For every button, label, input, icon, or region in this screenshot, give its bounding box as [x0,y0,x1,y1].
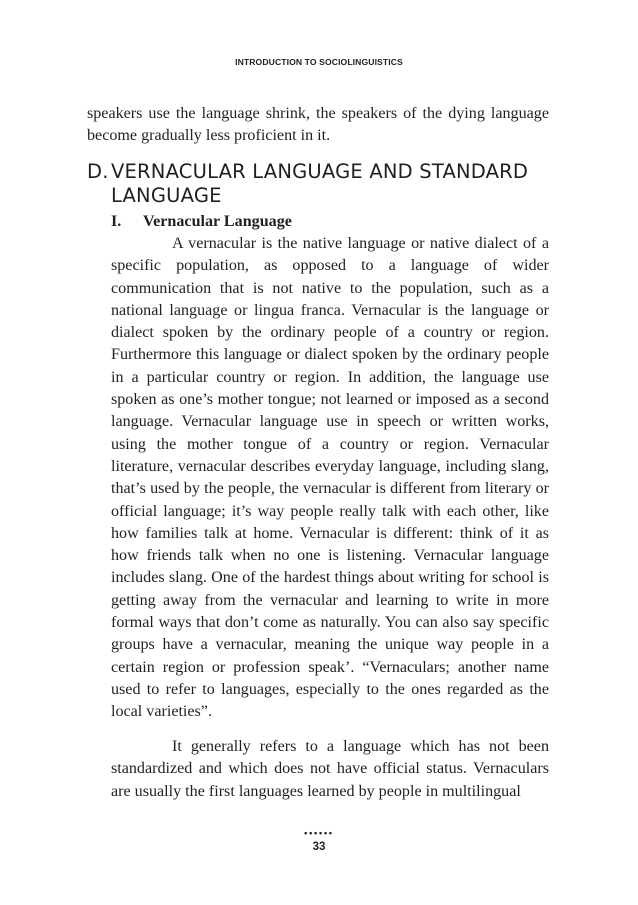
subsection-title: Vernacular Language [143,213,292,230]
page-number: 33 [312,841,326,853]
section-letter: D. [87,160,109,183]
running-header: INTRODUCTION TO SOCIOLINGUISTICS [235,57,403,67]
intro-paragraph: speakers use the language shrink, the speakers of the dying language become gradually less proficient in it. [87,105,549,145]
page-footer [0,829,638,854]
section-title-line2: LANGUAGE [111,184,222,207]
subsection-number: I. [111,213,122,230]
section-heading [87,160,557,208]
body-paragraph-1: A vernacular is the native language or native dialect of a specific population, as opposed to a language of wider communication that is not native to the population, such as a national language or lingua franca. Vernacular is the language or dialect spoken by the ordinary people of a country or region. Furthermore this language or dialect spoken by the ordinary people in a particular country or region. In addition, the language use spoken as one’s mother tongue; not learned or imposed as a second language. Vernacular language use in speech or written works, using the mother tongue of a country or region. Vernacular literature, vernacular describes everyday language, including slang, that’s used by the people, the vernacular is different from literary or official language; it’s way people really talk with each other, like how families talk at home. Vernacular is different: think of it as how friends talk when no one is listening. Vernacular language includes slang. One of the hardest things about writing for school is getting away from the vernacular and learning to write in more formal ways that don’t come as naturally. You can also say specific groups have a vernacular, meaning the unique way people in a certain region or profession speak’. “Vernaculars; another name used to refer to languages, especially to the ones regarded as the local varieties”. [111,235,549,721]
section-title-line1: VERNACULAR LANGUAGE AND STANDARD [111,160,529,183]
body-paragraph-2: It generally refers to a language which has not been standardized and which does not have official status. Vernaculars are usually the first languages learned by people in multilingual [111,738,549,800]
subsection-heading [111,211,292,233]
footer-dots: •••••• [304,828,334,838]
